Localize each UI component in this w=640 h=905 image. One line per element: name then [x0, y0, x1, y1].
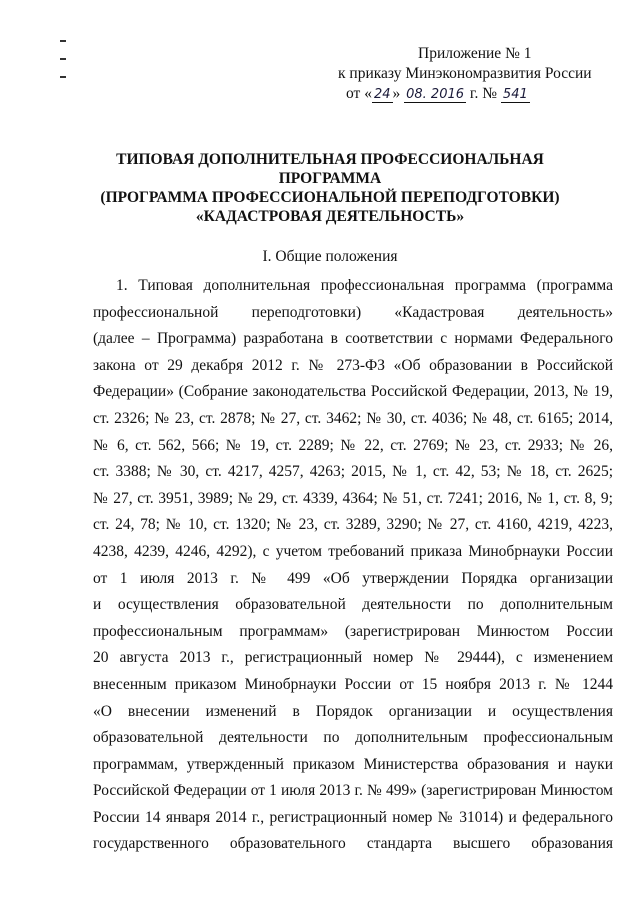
annex-line-3 — [338, 84, 598, 105]
title-line: «КАДАСТРОВАЯ ДЕЯТЕЛЬНОСТЬ» — [195, 208, 465, 225]
body-line: и осуществления образовательной деятельности по дополнительным — [93, 596, 613, 614]
body-line: № 6, ст. 562, 566; № 19, ст. 2289; № 22, ст. 2769; № 23, ст. 2933; № 26, — [93, 436, 613, 454]
body-line: профессиональным программам» (зарегистрирован Минюстом России — [93, 622, 613, 640]
annex-date-sep: » — [392, 85, 405, 102]
annex-header — [338, 44, 598, 105]
body-line: закона от 29 декабря 2012 г. № 273-ФЗ «Об образовании в Российской — [93, 356, 613, 374]
annex-line-2: к приказу Минэкономразвития России — [338, 65, 592, 82]
annex-number-label: г. № — [466, 85, 501, 102]
body-line: Российской Федерации от 1 июля 2013 г. № 499» (зарегистрирован Минюстом — [93, 782, 613, 800]
scan-mark — [60, 76, 66, 78]
body-line: от 1 июля 2013 г. № 499 «Об утверждении Порядка организации — [93, 569, 613, 587]
title-line: (ПРОГРАММА ПРОФЕССИОНАЛЬНОЙ ПЕРЕПОДГОТОВКИ) — [100, 189, 560, 206]
body-line: Федерации» (Собрание законодательства Российской Федерации, 2013, № 19, — [93, 383, 613, 401]
section-heading: I. Общие положения — [262, 248, 398, 265]
body-line: № 27, ст. 3951, 3989; № 29, ст. 4339, 4364; № 51, ст. 7241; 2016, № 1, ст. 8, 9; — [93, 489, 613, 507]
handwritten-date: 08. 2016 — [406, 87, 465, 102]
annex-date-prefix: от « — [346, 85, 372, 102]
body-line: 20 августа 2013 г., регистрационный номер № 29444), с изменением — [93, 649, 613, 667]
handwritten-number: 541 — [502, 87, 528, 102]
document-title — [60, 150, 600, 226]
scan-mark — [60, 58, 66, 60]
body-line: профессиональной переподготовки) «Кадастровая деятельность» — [93, 303, 613, 321]
body-line: программам, утвержденный приказом Министерства образования и науки — [93, 755, 613, 773]
body-line: (далее – Программа) разработана в соответствии с нормами Федерального — [93, 330, 613, 348]
scan-mark — [60, 40, 66, 42]
body-line: 4238, 4239, 4246, 4292), с учетом требований приказа Минобрнауки России — [93, 542, 613, 560]
handwritten-day: 24 — [373, 87, 391, 102]
body-line: ст. 2326; № 23, ст. 2878; № 27, ст. 3462; № 30, ст. 4036; № 48, ст. 6165; 2014, — [93, 409, 613, 427]
annex-line-1: Приложение № 1 — [418, 45, 532, 62]
body-line: России 14 января 2014 г., регистрационный номер № 31014) и федерального — [93, 808, 613, 826]
body-line: ст. 24, 78; № 10, ст. 1320; № 23, ст. 3289, 3290; № 27, ст. 4160, 4219, 4223, — [93, 516, 613, 534]
title-line: ПРОГРАММА — [278, 170, 382, 187]
title-line: ТИПОВАЯ ДОПОЛНИТЕЛЬНАЯ ПРОФЕССИОНАЛЬНАЯ — [116, 151, 544, 168]
scan-marks — [60, 40, 66, 94]
body-line: ст. 3388; № 30, ст. 4217, 4257, 4263; 2015, № 1, ст. 42, 53; № 18, ст. 2625; — [93, 463, 613, 481]
body-line: государственного образовательного стандарта высшего образования — [93, 835, 613, 853]
body-line: «О внесении изменений в Порядок организации и осуществления — [93, 702, 613, 720]
body-line: внесенным приказом Минобрнауки России от 15 ноября 2013 г. № 1244 — [93, 675, 613, 693]
body-line: образовательной деятельности по дополнительным профессиональным — [93, 729, 613, 747]
body-line: 1. Типовая дополнительная профессиональная программа (программа — [116, 277, 613, 294]
body-text — [93, 273, 613, 858]
